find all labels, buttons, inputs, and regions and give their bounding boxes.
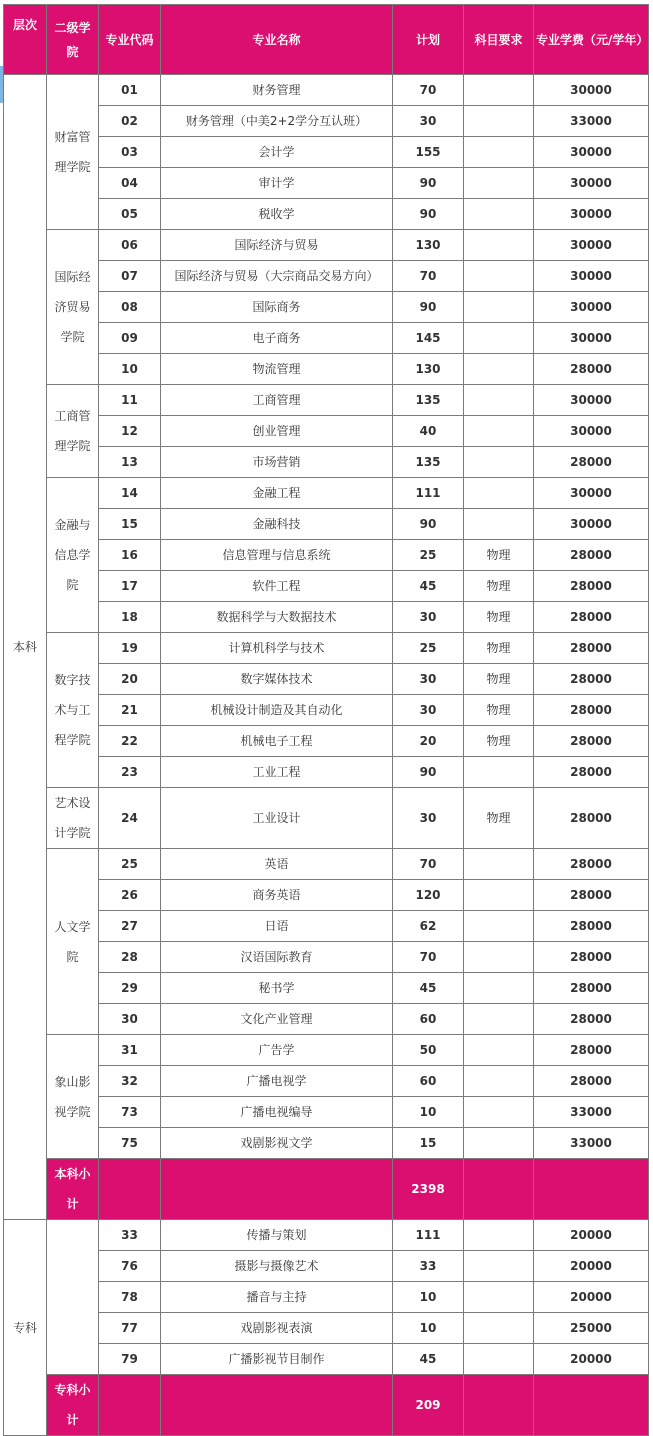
fee-cell: 28000 bbox=[534, 540, 649, 571]
code-cell: 17 bbox=[99, 571, 161, 602]
plan-cell: 30 bbox=[393, 788, 464, 849]
table-row bbox=[4, 75, 649, 106]
subtotal-plan: 2398 bbox=[393, 1159, 464, 1220]
name-cell: 工业工程 bbox=[161, 757, 393, 788]
table-row bbox=[4, 973, 649, 1004]
plan-cell: 145 bbox=[393, 323, 464, 354]
subject-cell: 物理 bbox=[464, 788, 534, 849]
fee-cell: 28000 bbox=[534, 633, 649, 664]
fee-cell: 28000 bbox=[534, 880, 649, 911]
code-cell: 05 bbox=[99, 199, 161, 230]
table-row bbox=[4, 1344, 649, 1375]
college-cell: 金融与信息学院 bbox=[47, 478, 99, 633]
plan-cell: 25 bbox=[393, 633, 464, 664]
fee-cell: 33000 bbox=[534, 1128, 649, 1159]
plan-cell: 20 bbox=[393, 726, 464, 757]
plan-cell: 60 bbox=[393, 1066, 464, 1097]
code-cell: 14 bbox=[99, 478, 161, 509]
fee-cell: 30000 bbox=[534, 416, 649, 447]
college-cell: 人文学院 bbox=[47, 849, 99, 1035]
subtotal-row bbox=[4, 1159, 649, 1220]
plan-cell: 10 bbox=[393, 1313, 464, 1344]
college-cell: 数字技术与工程学院 bbox=[47, 633, 99, 788]
code-cell: 15 bbox=[99, 509, 161, 540]
table-row bbox=[4, 1282, 649, 1313]
subtotal-empty bbox=[161, 1375, 393, 1436]
subtotal-empty bbox=[161, 1159, 393, 1220]
college-cell: 国际经济贸易学院 bbox=[47, 230, 99, 385]
fee-cell: 20000 bbox=[534, 1220, 649, 1251]
plan-cell: 90 bbox=[393, 199, 464, 230]
subject-cell bbox=[464, 199, 534, 230]
fee-cell: 25000 bbox=[534, 1313, 649, 1344]
code-cell: 21 bbox=[99, 695, 161, 726]
code-cell: 24 bbox=[99, 788, 161, 849]
plan-cell: 10 bbox=[393, 1282, 464, 1313]
fee-cell: 28000 bbox=[534, 664, 649, 695]
fee-cell: 30000 bbox=[534, 323, 649, 354]
fee-cell: 30000 bbox=[534, 75, 649, 106]
college-cell: 工商管理学院 bbox=[47, 385, 99, 478]
code-cell: 26 bbox=[99, 880, 161, 911]
plan-cell: 90 bbox=[393, 509, 464, 540]
plan-cell: 135 bbox=[393, 385, 464, 416]
name-cell: 传播与策划 bbox=[161, 1220, 393, 1251]
code-cell: 01 bbox=[99, 75, 161, 106]
table-row bbox=[4, 261, 649, 292]
subject-cell bbox=[464, 478, 534, 509]
fee-cell: 30000 bbox=[534, 168, 649, 199]
subtotal-plan: 209 bbox=[393, 1375, 464, 1436]
fee-cell: 28000 bbox=[534, 973, 649, 1004]
table-row bbox=[4, 1097, 649, 1128]
subject-cell bbox=[464, 757, 534, 788]
fee-cell: 28000 bbox=[534, 602, 649, 633]
subject-cell: 物理 bbox=[464, 726, 534, 757]
plan-cell: 70 bbox=[393, 261, 464, 292]
code-cell: 06 bbox=[99, 230, 161, 261]
fee-cell: 30000 bbox=[534, 230, 649, 261]
table-row bbox=[4, 106, 649, 137]
level-cell: 专科 bbox=[4, 1220, 47, 1436]
fee-cell: 28000 bbox=[534, 695, 649, 726]
fee-cell: 30000 bbox=[534, 385, 649, 416]
plan-cell: 10 bbox=[393, 1097, 464, 1128]
plan-cell: 30 bbox=[393, 695, 464, 726]
subject-cell: 物理 bbox=[464, 664, 534, 695]
table-row bbox=[4, 664, 649, 695]
name-cell: 国际商务 bbox=[161, 292, 393, 323]
plan-cell: 135 bbox=[393, 447, 464, 478]
fee-cell: 28000 bbox=[534, 571, 649, 602]
header-plan: 计划 bbox=[393, 5, 464, 75]
fee-cell: 28000 bbox=[534, 447, 649, 478]
name-cell: 电子商务 bbox=[161, 323, 393, 354]
college-cell: 象山影视学院 bbox=[47, 1035, 99, 1159]
plan-cell: 15 bbox=[393, 1128, 464, 1159]
plan-cell: 90 bbox=[393, 292, 464, 323]
table-row bbox=[4, 416, 649, 447]
table-row bbox=[4, 292, 649, 323]
plan-cell: 70 bbox=[393, 849, 464, 880]
name-cell: 数字媒体技术 bbox=[161, 664, 393, 695]
table-row bbox=[4, 1066, 649, 1097]
plan-cell: 30 bbox=[393, 602, 464, 633]
plan-cell: 60 bbox=[393, 1004, 464, 1035]
subject-cell bbox=[464, 1004, 534, 1035]
fee-cell: 28000 bbox=[534, 354, 649, 385]
code-cell: 28 bbox=[99, 942, 161, 973]
subject-cell bbox=[464, 168, 534, 199]
name-cell: 汉语国际教育 bbox=[161, 942, 393, 973]
name-cell: 广播电视编导 bbox=[161, 1097, 393, 1128]
fee-cell: 30000 bbox=[534, 261, 649, 292]
name-cell: 会计学 bbox=[161, 137, 393, 168]
code-cell: 07 bbox=[99, 261, 161, 292]
fee-cell: 28000 bbox=[534, 1004, 649, 1035]
college-cell: 财富管理学院 bbox=[47, 75, 99, 230]
table-row bbox=[4, 1313, 649, 1344]
subject-cell bbox=[464, 1035, 534, 1066]
subject-cell bbox=[464, 292, 534, 323]
subject-cell bbox=[464, 1220, 534, 1251]
code-cell: 30 bbox=[99, 1004, 161, 1035]
subject-cell bbox=[464, 1282, 534, 1313]
table-row bbox=[4, 1220, 649, 1251]
fee-cell: 28000 bbox=[534, 1066, 649, 1097]
enrollment-plan-table bbox=[3, 4, 649, 1436]
fee-cell: 30000 bbox=[534, 509, 649, 540]
name-cell: 数据科学与大数据技术 bbox=[161, 602, 393, 633]
subject-cell bbox=[464, 75, 534, 106]
header-code: 专业代码 bbox=[99, 5, 161, 75]
plan-cell: 25 bbox=[393, 540, 464, 571]
subtotal-empty bbox=[534, 1159, 649, 1220]
fee-cell: 33000 bbox=[534, 106, 649, 137]
subject-cell bbox=[464, 942, 534, 973]
subject-cell bbox=[464, 509, 534, 540]
name-cell: 机械电子工程 bbox=[161, 726, 393, 757]
name-cell: 工业设计 bbox=[161, 788, 393, 849]
table-row bbox=[4, 168, 649, 199]
code-cell: 27 bbox=[99, 911, 161, 942]
table-row bbox=[4, 199, 649, 230]
name-cell: 文化产业管理 bbox=[161, 1004, 393, 1035]
name-cell: 商务英语 bbox=[161, 880, 393, 911]
plan-cell: 50 bbox=[393, 1035, 464, 1066]
subtotal-empty bbox=[99, 1375, 161, 1436]
name-cell: 信息管理与信息系统 bbox=[161, 540, 393, 571]
code-cell: 23 bbox=[99, 757, 161, 788]
name-cell: 日语 bbox=[161, 911, 393, 942]
subject-cell bbox=[464, 137, 534, 168]
code-cell: 19 bbox=[99, 633, 161, 664]
code-cell: 76 bbox=[99, 1251, 161, 1282]
table-row bbox=[4, 230, 649, 261]
name-cell: 广播电视学 bbox=[161, 1066, 393, 1097]
name-cell: 税收学 bbox=[161, 199, 393, 230]
code-cell: 11 bbox=[99, 385, 161, 416]
table-row bbox=[4, 1128, 649, 1159]
plan-cell: 70 bbox=[393, 942, 464, 973]
code-cell: 16 bbox=[99, 540, 161, 571]
table-row bbox=[4, 602, 649, 633]
name-cell: 播音与主持 bbox=[161, 1282, 393, 1313]
code-cell: 09 bbox=[99, 323, 161, 354]
code-cell: 02 bbox=[99, 106, 161, 137]
college-cell: 艺术设计学院 bbox=[47, 788, 99, 849]
subject-cell bbox=[464, 880, 534, 911]
name-cell: 戏剧影视文学 bbox=[161, 1128, 393, 1159]
subject-cell bbox=[464, 911, 534, 942]
name-cell: 英语 bbox=[161, 849, 393, 880]
subject-cell bbox=[464, 1097, 534, 1128]
name-cell: 财务管理 bbox=[161, 75, 393, 106]
subtotal-row bbox=[4, 1375, 649, 1436]
subject-cell: 物理 bbox=[464, 571, 534, 602]
plan-cell: 70 bbox=[393, 75, 464, 106]
subtotal-empty bbox=[464, 1375, 534, 1436]
table-row bbox=[4, 1251, 649, 1282]
code-cell: 08 bbox=[99, 292, 161, 323]
subject-cell bbox=[464, 261, 534, 292]
header-row bbox=[4, 5, 649, 75]
subject-cell bbox=[464, 1344, 534, 1375]
name-cell: 秘书学 bbox=[161, 973, 393, 1004]
plan-cell: 120 bbox=[393, 880, 464, 911]
subject-cell bbox=[464, 106, 534, 137]
code-cell: 32 bbox=[99, 1066, 161, 1097]
plan-cell: 130 bbox=[393, 230, 464, 261]
code-cell: 10 bbox=[99, 354, 161, 385]
name-cell: 工商管理 bbox=[161, 385, 393, 416]
code-cell: 31 bbox=[99, 1035, 161, 1066]
fee-cell: 20000 bbox=[534, 1251, 649, 1282]
header-name: 专业名称 bbox=[161, 5, 393, 75]
table-row bbox=[4, 726, 649, 757]
header-level: 层次 bbox=[4, 5, 47, 75]
subtotal-label: 专科小计 bbox=[47, 1375, 99, 1436]
fee-cell: 28000 bbox=[534, 942, 649, 973]
plan-cell: 62 bbox=[393, 911, 464, 942]
subject-cell bbox=[464, 1251, 534, 1282]
subject-cell: 物理 bbox=[464, 602, 534, 633]
subject-cell bbox=[464, 416, 534, 447]
plan-cell: 45 bbox=[393, 571, 464, 602]
fee-cell: 28000 bbox=[534, 1035, 649, 1066]
code-cell: 12 bbox=[99, 416, 161, 447]
header-college: 二级学院 bbox=[47, 5, 99, 75]
name-cell: 广告学 bbox=[161, 1035, 393, 1066]
code-cell: 29 bbox=[99, 973, 161, 1004]
fee-cell: 28000 bbox=[534, 849, 649, 880]
code-cell: 25 bbox=[99, 849, 161, 880]
plan-cell: 30 bbox=[393, 664, 464, 695]
table-row bbox=[4, 757, 649, 788]
name-cell: 金融工程 bbox=[161, 478, 393, 509]
code-cell: 20 bbox=[99, 664, 161, 695]
plan-cell: 40 bbox=[393, 416, 464, 447]
plan-cell: 33 bbox=[393, 1251, 464, 1282]
fee-cell: 28000 bbox=[534, 788, 649, 849]
name-cell: 软件工程 bbox=[161, 571, 393, 602]
header-fee: 专业学费（元/学年） bbox=[534, 5, 649, 75]
plan-cell: 30 bbox=[393, 106, 464, 137]
table-row bbox=[4, 137, 649, 168]
code-cell: 03 bbox=[99, 137, 161, 168]
code-cell: 79 bbox=[99, 1344, 161, 1375]
name-cell: 市场营销 bbox=[161, 447, 393, 478]
code-cell: 73 bbox=[99, 1097, 161, 1128]
table-row bbox=[4, 942, 649, 973]
name-cell: 金融科技 bbox=[161, 509, 393, 540]
table-row bbox=[4, 911, 649, 942]
subject-cell bbox=[464, 323, 534, 354]
header-subject: 科目要求 bbox=[464, 5, 534, 75]
fee-cell: 28000 bbox=[534, 757, 649, 788]
table-row bbox=[4, 880, 649, 911]
subject-cell bbox=[464, 354, 534, 385]
name-cell: 国际经济与贸易（大宗商品交易方向） bbox=[161, 261, 393, 292]
name-cell: 摄影与摄像艺术 bbox=[161, 1251, 393, 1282]
table-row bbox=[4, 695, 649, 726]
subtotal-empty bbox=[464, 1159, 534, 1220]
plan-cell: 111 bbox=[393, 478, 464, 509]
code-cell: 33 bbox=[99, 1220, 161, 1251]
code-cell: 75 bbox=[99, 1128, 161, 1159]
table-row bbox=[4, 540, 649, 571]
name-cell: 计算机科学与技术 bbox=[161, 633, 393, 664]
table-row bbox=[4, 1004, 649, 1035]
subject-cell bbox=[464, 973, 534, 1004]
plan-cell: 90 bbox=[393, 168, 464, 199]
code-cell: 77 bbox=[99, 1313, 161, 1344]
fee-cell: 30000 bbox=[534, 478, 649, 509]
code-cell: 13 bbox=[99, 447, 161, 478]
table-row bbox=[4, 1035, 649, 1066]
code-cell: 18 bbox=[99, 602, 161, 633]
fee-cell: 28000 bbox=[534, 726, 649, 757]
name-cell: 戏剧影视表演 bbox=[161, 1313, 393, 1344]
name-cell: 财务管理（中美2+2学分互认班） bbox=[161, 106, 393, 137]
subject-cell bbox=[464, 849, 534, 880]
subtotal-empty bbox=[534, 1375, 649, 1436]
plan-cell: 130 bbox=[393, 354, 464, 385]
fee-cell: 28000 bbox=[534, 911, 649, 942]
subject-cell bbox=[464, 1066, 534, 1097]
table-row bbox=[4, 849, 649, 880]
fee-cell: 30000 bbox=[534, 199, 649, 230]
table-row bbox=[4, 447, 649, 478]
fee-cell: 20000 bbox=[534, 1282, 649, 1313]
subject-cell bbox=[464, 447, 534, 478]
subject-cell bbox=[464, 1128, 534, 1159]
name-cell: 审计学 bbox=[161, 168, 393, 199]
name-cell: 物流管理 bbox=[161, 354, 393, 385]
code-cell: 22 bbox=[99, 726, 161, 757]
subtotal-empty bbox=[99, 1159, 161, 1220]
subject-cell bbox=[464, 230, 534, 261]
table-row bbox=[4, 509, 649, 540]
subject-cell bbox=[464, 1313, 534, 1344]
table-row bbox=[4, 571, 649, 602]
subject-cell: 物理 bbox=[464, 540, 534, 571]
code-cell: 78 bbox=[99, 1282, 161, 1313]
table-row bbox=[4, 633, 649, 664]
table-row bbox=[4, 478, 649, 509]
fee-cell: 30000 bbox=[534, 292, 649, 323]
table-row bbox=[4, 788, 649, 849]
table-row bbox=[4, 385, 649, 416]
plan-cell: 90 bbox=[393, 757, 464, 788]
name-cell: 广播影视节目制作 bbox=[161, 1344, 393, 1375]
plan-cell: 155 bbox=[393, 137, 464, 168]
code-cell: 04 bbox=[99, 168, 161, 199]
fee-cell: 30000 bbox=[534, 137, 649, 168]
plan-cell: 111 bbox=[393, 1220, 464, 1251]
name-cell: 创业管理 bbox=[161, 416, 393, 447]
subject-cell: 物理 bbox=[464, 695, 534, 726]
name-cell: 国际经济与贸易 bbox=[161, 230, 393, 261]
plan-cell: 45 bbox=[393, 973, 464, 1004]
fee-cell: 20000 bbox=[534, 1344, 649, 1375]
subject-cell: 物理 bbox=[464, 633, 534, 664]
table-row bbox=[4, 354, 649, 385]
subject-cell bbox=[464, 385, 534, 416]
level-cell: 本科 bbox=[4, 75, 47, 1220]
name-cell: 机械设计制造及其自动化 bbox=[161, 695, 393, 726]
fee-cell: 33000 bbox=[534, 1097, 649, 1128]
subtotal-label: 本科小计 bbox=[47, 1159, 99, 1220]
plan-cell: 45 bbox=[393, 1344, 464, 1375]
table-row bbox=[4, 323, 649, 354]
college-cell-empty bbox=[47, 1220, 99, 1375]
